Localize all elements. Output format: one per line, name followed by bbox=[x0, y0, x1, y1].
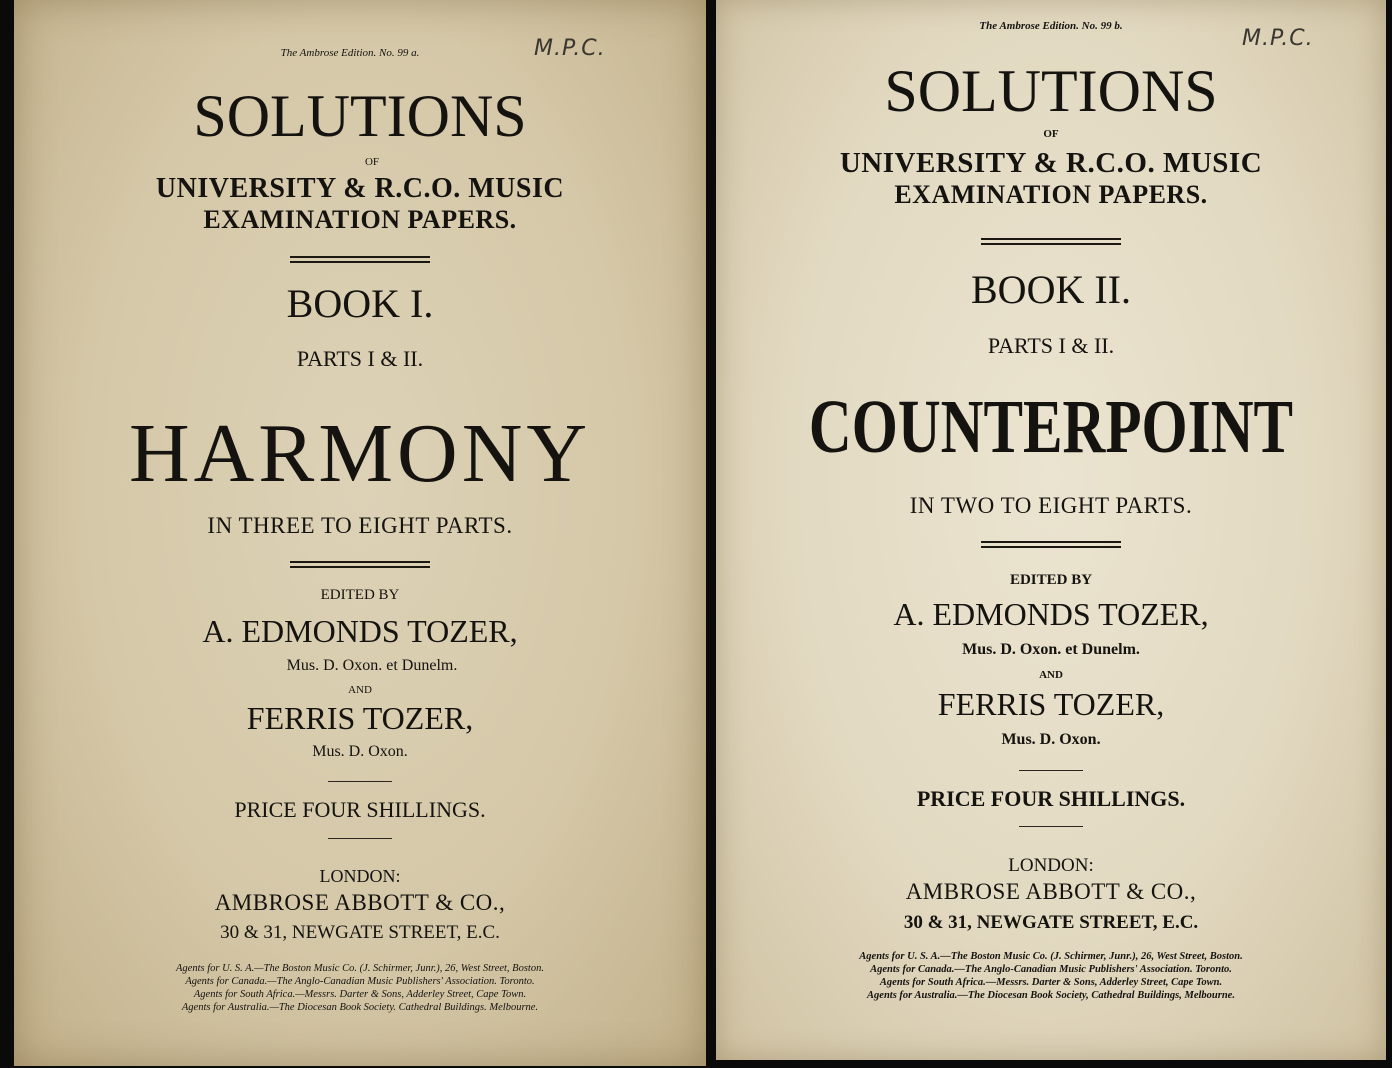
price: PRICE FOUR SHILLINGS. bbox=[916, 786, 1186, 811]
edition-number: The Ambrose Edition. No. 99 a. bbox=[280, 47, 420, 59]
book-cover-counterpoint bbox=[716, 0, 1386, 1060]
double-rule bbox=[981, 541, 1121, 548]
agent-line: Agents for Australia.—The Diocesan Book Society, Cathedral Buildings, Melbourne. bbox=[867, 990, 1235, 1001]
and-label: AND bbox=[1039, 669, 1063, 681]
agent-line: Agents for Canada.—The Anglo-Canadian Music Publishers' Association. Toronto. bbox=[185, 976, 535, 987]
single-rule bbox=[328, 838, 392, 839]
double-rule bbox=[290, 561, 430, 568]
book-cover-harmony bbox=[14, 0, 706, 1066]
edition-number: The Ambrose Edition. No. 99 b. bbox=[979, 20, 1123, 32]
subtitle-line-2: EXAMINATION PAPERS. bbox=[894, 180, 1208, 209]
subtitle-line-1: UNIVERSITY & R.C.O. MUSIC bbox=[839, 147, 1263, 179]
editor-2-degree: Mus. D. Oxon. bbox=[1001, 731, 1101, 748]
agents-list bbox=[14, 962, 706, 1014]
price: PRICE FOUR SHILLINGS. bbox=[234, 797, 486, 822]
double-rule bbox=[290, 256, 430, 263]
and-label: AND bbox=[348, 684, 372, 696]
parts-label: PARTS I & II. bbox=[296, 346, 424, 371]
title: SOLUTIONS bbox=[884, 58, 1218, 124]
single-rule bbox=[328, 781, 392, 782]
agents-list bbox=[716, 950, 1386, 1002]
editor-1-degree: Mus. D. Oxon. et Dunelm. bbox=[286, 657, 458, 674]
editor-2-name: FERRIS TOZER, bbox=[937, 686, 1165, 722]
title-of: OF bbox=[364, 156, 380, 168]
parts-label: PARTS I & II. bbox=[987, 333, 1115, 358]
handwritten-initials: M.P.C. bbox=[534, 36, 606, 61]
double-rule bbox=[981, 238, 1121, 245]
agent-line: Agents for U. S. A.—The Boston Music Co. (J. Schirmer, Junr.), 26, West Street, Boston. bbox=[859, 951, 1243, 962]
address: 30 & 31, NEWGATE STREET, E.C. bbox=[903, 912, 1199, 933]
address: 30 & 31, NEWGATE STREET, E.C. bbox=[220, 922, 500, 943]
subject-title: COUNTERPOINT bbox=[808, 385, 1294, 469]
agent-line: Agents for South Africa.—Messrs. Darter & Sons, Adderley Street, Cape Town. bbox=[879, 977, 1223, 988]
agent-line: Agents for Canada.—The Anglo-Canadian Music Publishers' Association. Toronto. bbox=[870, 964, 1232, 975]
subject-title: HARMONY bbox=[128, 407, 592, 500]
book-number: BOOK II. bbox=[971, 267, 1131, 312]
agent-line: Agents for South Africa.—Messrs. Darter & Sons, Adderley Street, Cape Town. bbox=[193, 989, 527, 1000]
single-rule bbox=[1019, 770, 1083, 771]
edited-by-label: EDITED BY bbox=[1009, 572, 1093, 588]
title: SOLUTIONS bbox=[193, 83, 527, 149]
city: LONDON: bbox=[319, 866, 401, 886]
publisher: AMBROSE ABBOTT & CO., bbox=[905, 879, 1197, 904]
subtitle-line-2: EXAMINATION PAPERS. bbox=[203, 205, 517, 234]
subject-parts: IN TWO TO EIGHT PARTS. bbox=[909, 493, 1193, 518]
book-number: BOOK I. bbox=[286, 281, 434, 326]
editor-1-name: A. EDMONDS TOZER, bbox=[893, 596, 1209, 632]
subtitle-line-1: UNIVERSITY & R.C.O. MUSIC bbox=[155, 173, 565, 204]
editor-1-degree: Mus. D. Oxon. et Dunelm. bbox=[962, 641, 1140, 658]
city: LONDON: bbox=[1008, 855, 1094, 876]
publisher: AMBROSE ABBOTT & CO., bbox=[214, 890, 506, 915]
single-rule bbox=[1019, 826, 1083, 827]
editor-2-degree: Mus. D. Oxon. bbox=[312, 743, 408, 760]
handwritten-initials: M.P.C. bbox=[1242, 26, 1314, 51]
agent-line: Agents for U. S. A.—The Boston Music Co. (J. Schirmer, Junr.), 26, West Street, Boston. bbox=[176, 963, 544, 974]
subject-parts: IN THREE TO EIGHT PARTS. bbox=[207, 513, 513, 538]
edited-by-label: EDITED BY bbox=[320, 587, 400, 603]
title-of: OF bbox=[1043, 128, 1059, 140]
editor-1-name: A. EDMONDS TOZER, bbox=[202, 613, 518, 649]
agent-line: Agents for Australia.—The Diocesan Book Society. Cathedral Buildings. Melbourne. bbox=[181, 1002, 539, 1013]
editor-2-name: FERRIS TOZER, bbox=[246, 700, 474, 736]
